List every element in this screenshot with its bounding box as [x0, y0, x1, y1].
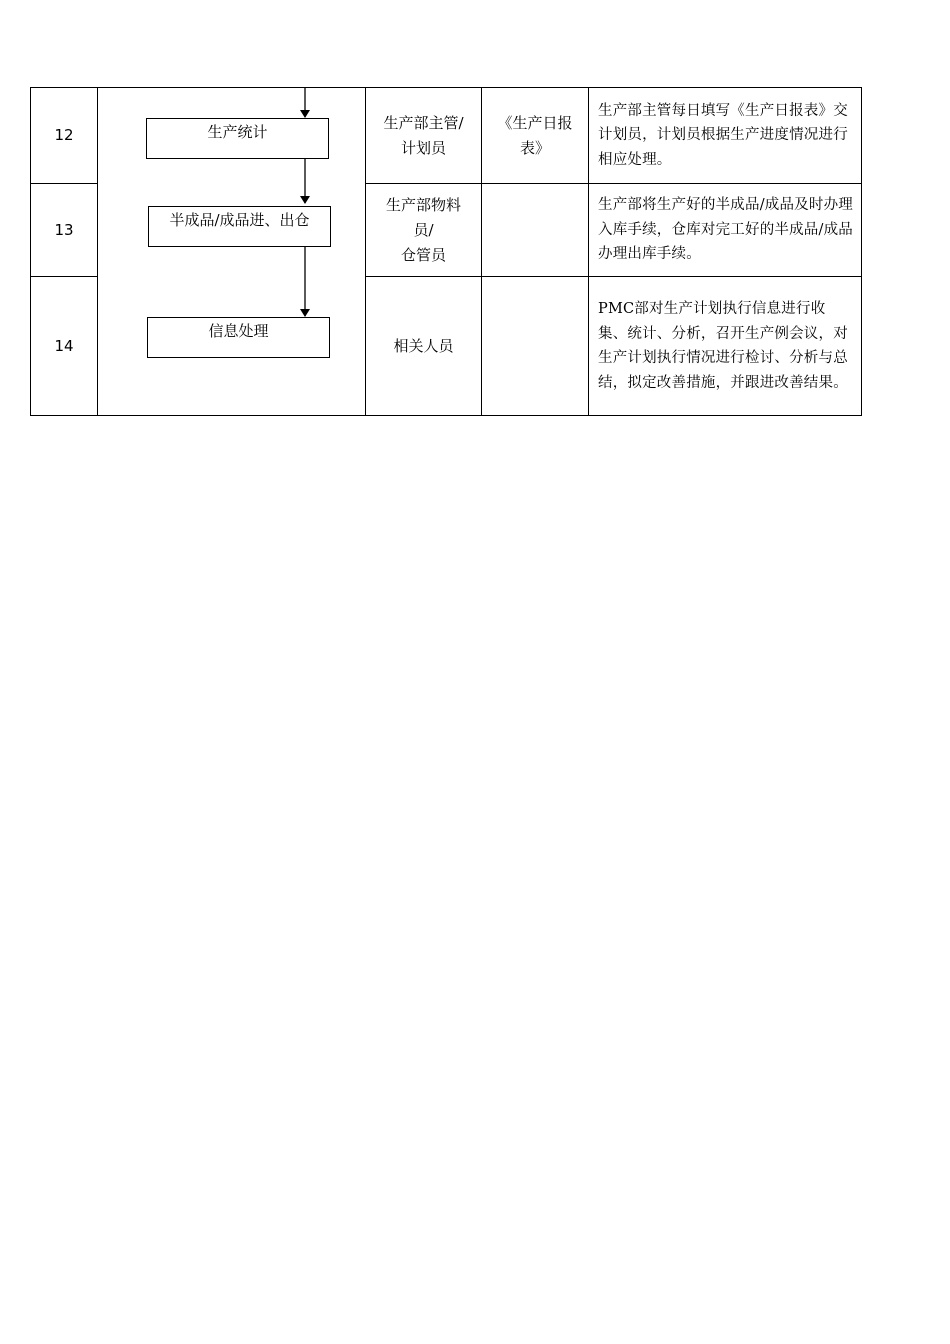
- description-cell: PMC部对生产计划执行信息进行收集、统计、分析，召开生产例会议，对生产计划执行情况进行检讨、分析与总结，拟定改善措施，并跟进改善结果。: [589, 277, 862, 416]
- procedure-table: [30, 87, 862, 416]
- related-document-cell: [482, 184, 589, 277]
- role-text: 计划员: [400, 138, 446, 157]
- step-number: 12: [31, 88, 98, 184]
- related-document-cell: [482, 277, 589, 416]
- flow-step-warehouse-in-out: 半成品/成品进、出仓: [148, 206, 331, 247]
- table-row: [31, 88, 862, 184]
- role-text: 生产部主管/: [383, 113, 464, 132]
- document-text: 《生产日报: [497, 113, 573, 132]
- flow-step-info-processing: 信息处理: [147, 317, 330, 358]
- description-cell: 生产部主管每日填写《生产日报表》交计划员，计划员根据生产进度情况进行相应处理。: [589, 88, 862, 184]
- responsible-role-cell: [366, 184, 482, 277]
- role-text: 相关人员: [393, 336, 454, 355]
- role-text: 生产部物料: [385, 195, 461, 214]
- step-number: 14: [31, 277, 98, 416]
- responsible-role-cell: [366, 277, 482, 416]
- document-text: 表》: [519, 138, 550, 157]
- flow-step-production-statistics: 生产统计: [146, 118, 329, 159]
- role-text: 仓管员: [400, 245, 446, 264]
- responsible-role-cell: [366, 88, 482, 184]
- flowchart-cell: [98, 88, 366, 416]
- related-document-cell: [482, 88, 589, 184]
- description-cell: 生产部将生产好的半成品/成品及时办理入库手续，仓库对完工好的半成品/成品办理出库手续。: [589, 184, 862, 277]
- step-number: 13: [31, 184, 98, 277]
- role-text: 员/: [413, 220, 434, 239]
